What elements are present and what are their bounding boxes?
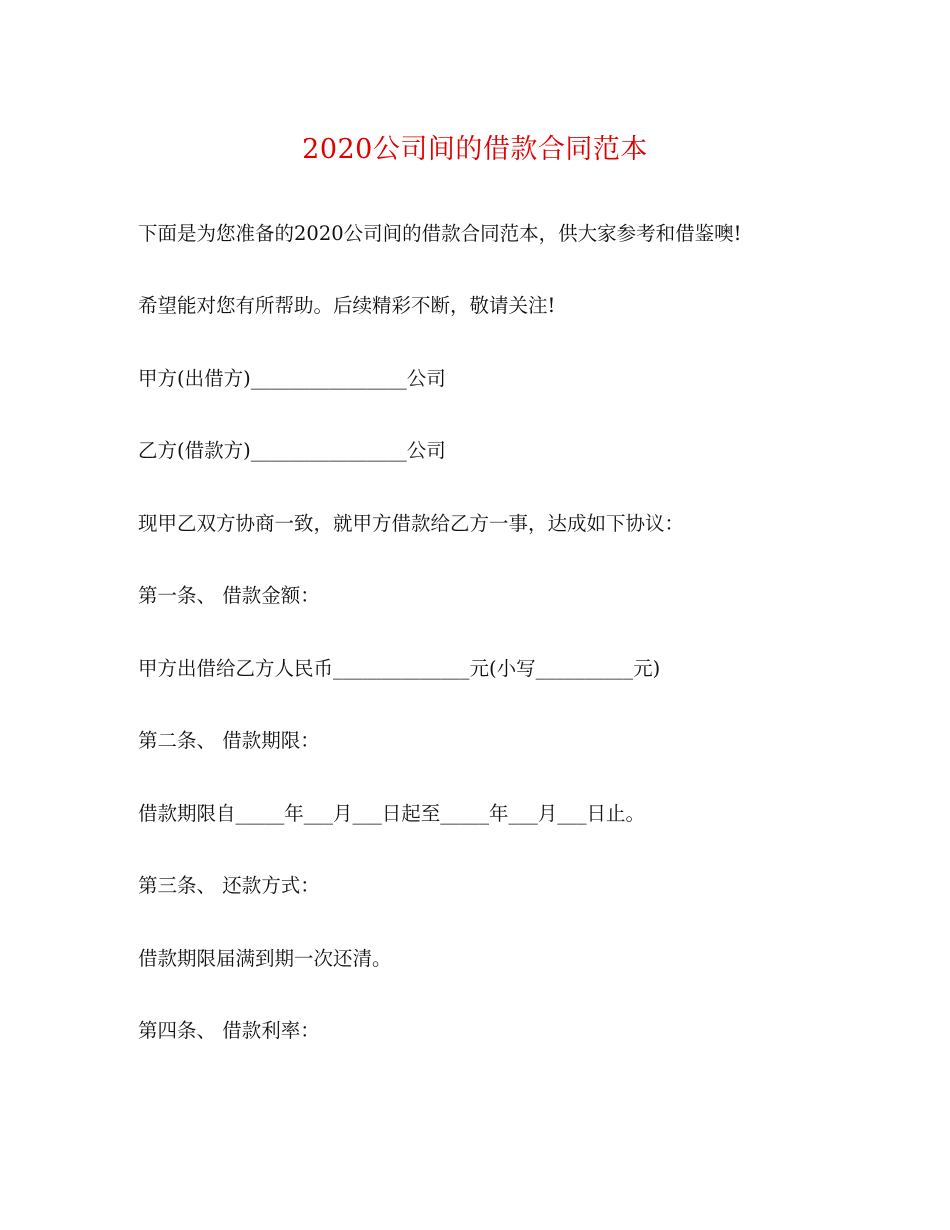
party-b-line: 乙方(借款方)________________公司 bbox=[138, 439, 446, 462]
intro-paragraph: 下面是为您准备的2020公司间的借款合同范本，供大家参考和借鉴噢! bbox=[138, 222, 742, 245]
article-1-heading: 第一条、 借款金额： bbox=[138, 584, 320, 607]
agreement-preamble: 现甲乙双方协商一致，就甲方借款给乙方一事，达成如下协议： bbox=[138, 512, 685, 535]
article-1-body: 甲方出借给乙方人民币______________元(小写__________元) bbox=[138, 657, 661, 680]
article-4-heading: 第四条、 借款利率： bbox=[138, 1019, 320, 1042]
article-3-heading: 第三条、 还款方式： bbox=[138, 874, 320, 897]
article-3-body: 借款期限届满到期一次还清。 bbox=[138, 947, 392, 970]
document-title: 2020公司间的借款合同范本 bbox=[302, 134, 648, 165]
article-2-body: 借款期限自_____年___月___日起至_____年___月___日止。 bbox=[138, 802, 646, 825]
intro-followup: 希望能对您有所帮助。后续精彩不断，敬请关注! bbox=[138, 294, 556, 317]
party-a-line: 甲方(出借方)________________公司 bbox=[138, 367, 446, 390]
article-2-heading: 第二条、 借款期限： bbox=[138, 729, 320, 752]
